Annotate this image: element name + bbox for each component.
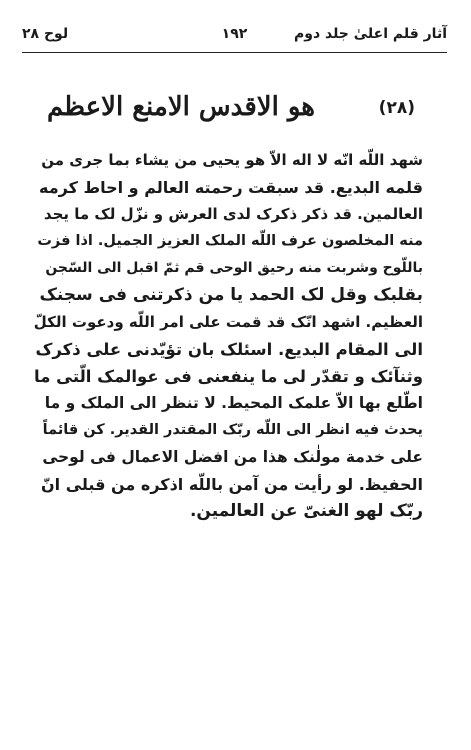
tablet-body bbox=[34, 147, 423, 525]
body-line: وثنآئک و تقدّر لی ما ینفعنی فی عوالمک الّتی ما bbox=[34, 367, 423, 386]
body-line: باللّوح وشربت منه رحیق الوحی قم ثمّ اقبل الی السّجن bbox=[45, 260, 423, 276]
body-line: یحدث فیه انظر الی اللّه ربّک المقتدر القدیر. کن قائماً bbox=[42, 422, 423, 438]
tablet-heading bbox=[40, 92, 415, 132]
body-line: الی المقام البدیع. اسئلک بان تؤیّدنی علی ذکرک bbox=[35, 340, 423, 359]
body-line: بقلبک وقل لک الحمد یا من ذکرتنی فی سجنک bbox=[39, 285, 423, 305]
body-line: شهد اللّه انّه لا اله الاّ هو یحیی من یشاء بما جری من bbox=[41, 151, 423, 169]
book-title: آثار قلم اعلیٰ جلد دوم bbox=[293, 26, 447, 42]
body-line: ربّک لهو الغنیّ عن العالمین. bbox=[189, 501, 423, 521]
body-line: العالمین. قد ذکر ذکرک لدی العرش و نزّل لک ما یجد bbox=[43, 205, 423, 223]
body-line: علی خدمة مولٰنک هذا من افضل الاعمال فی لوحی bbox=[42, 448, 423, 466]
header-divider bbox=[22, 52, 447, 53]
running-header bbox=[22, 26, 447, 50]
body-line: قلمه البدیع. قد سبقت رحمته العالم و احاط کرمه bbox=[39, 178, 423, 197]
tablet-label: لوح ٢٨ bbox=[22, 26, 69, 42]
tablet-number: (٢٨) bbox=[378, 98, 415, 118]
page-number: ١٩٢ bbox=[221, 26, 248, 42]
body-line: الحفیظ. لو رأیت من آمن باللّه اذکره من قبلی انّ bbox=[40, 475, 423, 494]
body-line: اطّلع بها الاّ علمک المحیط. لا تنظر الی الملک و ما bbox=[44, 394, 423, 412]
body-line: العظیم. اشهد انّک قد قمت علی امر اللّه ودعوت الکلّ bbox=[33, 313, 423, 331]
body-line: منه المخلصون عرف اللّه الملک العزیز الجمیل. اذا فزت bbox=[37, 233, 423, 249]
tablet-title: هو الاقدس الامنع الاعظم bbox=[46, 92, 315, 122]
